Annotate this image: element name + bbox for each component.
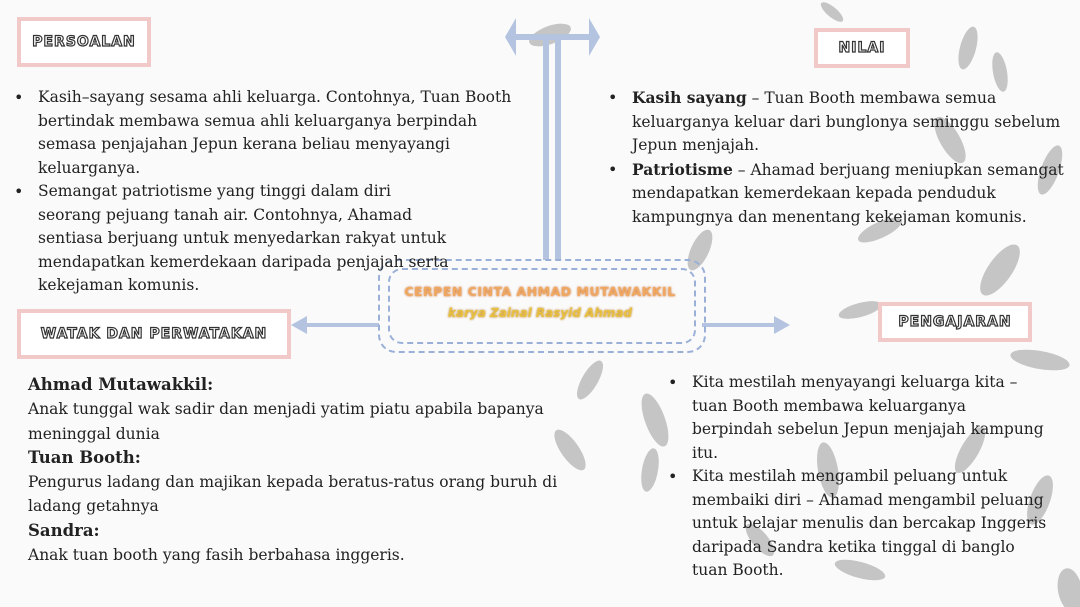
- character-desc: Anak tuan booth yang fasih berbahasa inggeris.: [28, 546, 405, 565]
- nilai-term: Patriotisme: [632, 159, 733, 179]
- persoalan-list: [14, 86, 534, 298]
- nilai-text: – Ahamad berjuang meniupkan semangat mendapatkan kemerdekaan kepada penduduk kampungnya dan menentang kekejaman komunis.: [632, 160, 1064, 226]
- center-title: CERPEN CINTA AHMAD MUTAWAKKIL: [404, 284, 676, 299]
- watak-section: [28, 373, 558, 567]
- pengajaran-list: [668, 371, 1048, 583]
- character-name: Tuan Booth:: [28, 447, 141, 467]
- persoalan-label: PERSOALAN: [17, 17, 151, 67]
- pengajaran-label: PENGAJARAN: [878, 302, 1032, 342]
- character-desc: Anak tunggal wak sadir dan menjadi yatim piatu apabila bapanya meninggal dunia: [28, 400, 544, 443]
- list-item: • Kita mestilah mengambil peluang untuk membaiki diri – Ahamad mengambil peluang untuk belajar menulis dan bercakap Inggeris daripada Sandra ketika tinggal di banglo tuan Booth.: [668, 465, 1048, 583]
- character-name: Sandra:: [28, 520, 100, 540]
- list-item: [608, 158, 1068, 230]
- list-item-text: Semangat patriotisme yang tinggi dalam diri seorang pejuang tanah air. Contohnya, Ahamad sentiasa berjuang untuk menyedarkan rakyat untuk mendapatkan kemerdekaan daripada penjajah serta kekejaman komunis.: [38, 182, 449, 294]
- character-name: Ahmad Mutawakkil:: [28, 375, 214, 394]
- character-desc: Pengurus ladang dan majikan kepada beratus-ratus orang buruh di ladang getahnya: [28, 473, 558, 516]
- nilai-text: – Tuan Booth membawa semua keluarganya keluar dari bunglonya seminggu sebelum Jepun menjajah.: [632, 89, 1061, 154]
- nilai-label: NILAI: [814, 28, 910, 68]
- list-item: [14, 180, 458, 298]
- list-item: [608, 86, 1068, 158]
- list-item: • Kasih–sayang sesama ahli keluarga. Contohnya, Tuan Booth bertindak membawa semua ahli keluarganya berpindah semasa penjajahan Jepun kerana beliau menyayangi keluarganya.: [14, 86, 534, 180]
- list-item: • Kita mestilah menyayangi keluarga kita – tuan Booth membawa keluarganya berpindah sebelun Jepun menjajah kampung itu.: [668, 371, 1048, 465]
- nilai-list: [608, 86, 1068, 229]
- nilai-term: Kasih sayang: [632, 88, 747, 107]
- watak-label: WATAK DAN PERWATAKAN: [17, 309, 291, 359]
- center-subtitle: karya Zainal Rasyid Ahmad: [447, 306, 633, 320]
